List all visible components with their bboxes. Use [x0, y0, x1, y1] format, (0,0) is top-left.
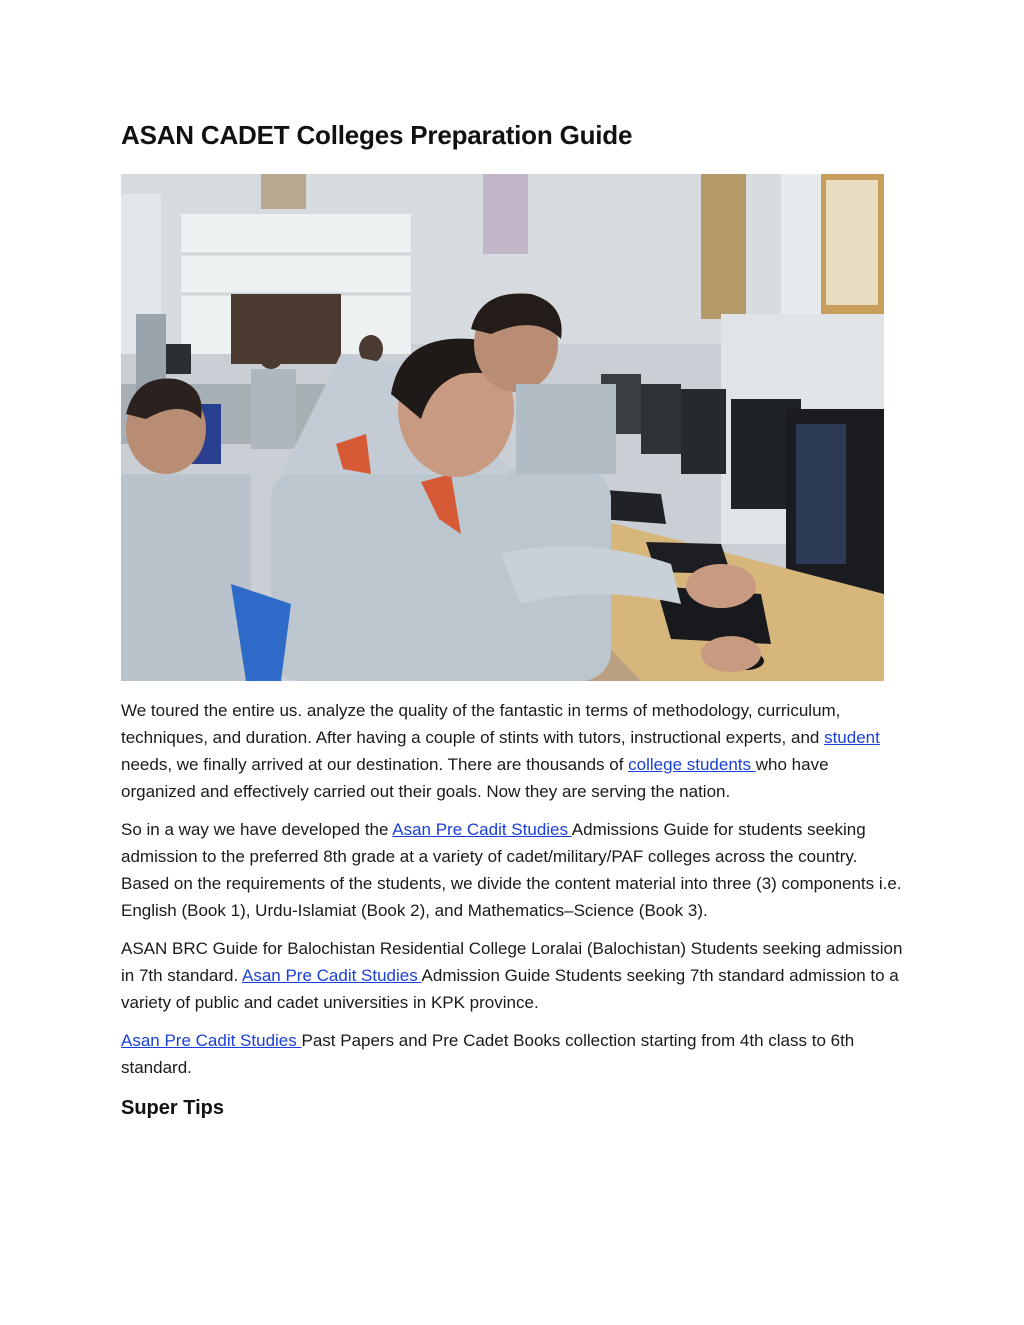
asan-pre-cadit-studies-link[interactable]: Asan Pre Cadit Studies — [241, 966, 422, 985]
paragraph-text: ASAN BRC Guide for Balochistan Residential College Loralai (Balochistan) Students seeking admission in 7th standard. — [121, 939, 903, 985]
page-title: ASAN CADET Colleges Preparation Guide — [121, 120, 633, 150]
paragraph-past-papers — [121, 1027, 906, 1081]
student-link[interactable]: student — [824, 728, 880, 747]
paragraph-text: needs, we finally arrived at our destination. There are thousands of — [121, 755, 629, 774]
asan-pre-cadit-studies-link[interactable]: Asan Pre Cadit Studies — [392, 820, 572, 839]
paragraph-text: who have organized and effectively carried out their goals. Now they are serving the nation. — [121, 755, 829, 801]
paragraph-text: Admissions Guide for students seeking admission to the preferred 8th grade at a variety of cadet/military/PAF colleges across the country. Based on the requirements of the students, we divide the content material into three (3) components i.e. English (Book 1), Urdu-Islamiat (Book 2), and Mathematics–Science (Book 3). — [121, 820, 902, 920]
paragraph-text: We toured the entire us. analyze the quality of the fantastic in terms of methodology, curriculum, techniques, and duration. After having a couple of stints with tutors, instructional experts, and — [121, 701, 841, 747]
asan-pre-cadit-studies-link[interactable]: Asan Pre Cadit Studies — [121, 1031, 302, 1050]
section-heading: Super Tips — [121, 1097, 224, 1119]
classroom-photo — [121, 174, 884, 681]
paragraph-text: So in a way we have developed the — [121, 820, 393, 839]
paragraph-admissions-guide — [121, 816, 906, 924]
paragraph-brc-guide — [121, 935, 906, 1016]
article-body — [121, 697, 906, 1120]
paragraph-text: Admission Guide Students seeking 7th standard admission to a variety of public and cadet universities in KPK province. — [121, 966, 899, 1012]
college-students-link[interactable]: college students — [628, 755, 756, 774]
paragraph-text: Past Papers and Pre Cadet Books collection starting from 4th class to 6th standard. — [121, 1031, 855, 1077]
paragraph-intro — [121, 697, 906, 805]
